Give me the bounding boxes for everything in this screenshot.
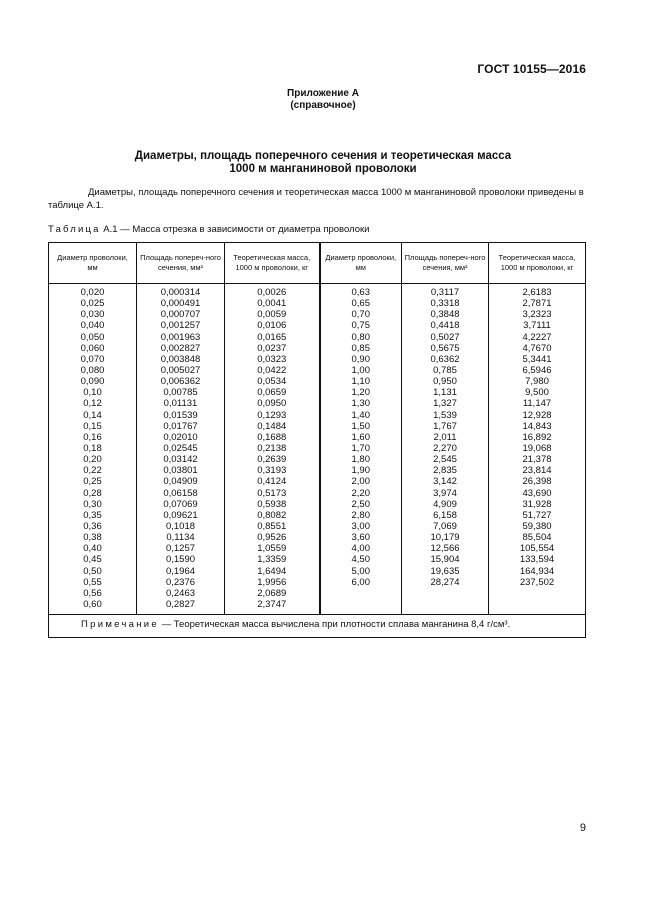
section-title-line-2: 1000 м манганиновой проволоки: [229, 163, 417, 175]
table-cell-value: 0,3117: [430, 287, 460, 298]
table-cell-value: 0,000314: [160, 287, 201, 298]
table-cell-value: 0,80: [351, 331, 370, 343]
table-cell-value: 0,000491: [160, 298, 201, 310]
table-cell-value: 1,20: [351, 387, 370, 399]
table-cell-value: 4,7670: [522, 342, 552, 354]
table-cell-value: 0,1018: [165, 520, 196, 532]
table-cell-value: 2,80: [351, 509, 370, 521]
table-cell-value: 2,50: [351, 498, 370, 510]
column-area-right: [402, 284, 489, 615]
table-cell-value: 0,70: [351, 309, 370, 321]
table-cell-value: 0,5675: [430, 342, 460, 354]
table-cell-value: 0,75: [351, 320, 370, 332]
table-cell-value: 0,01767: [163, 420, 198, 432]
table-cell-value: 0,18: [83, 442, 102, 454]
table-cell-value: 4,909: [433, 498, 457, 510]
table-cell-value: 0,3318: [430, 298, 460, 310]
table-cell-value: 14,843: [522, 420, 552, 432]
table-cell-value: 0,002827: [160, 342, 201, 354]
table-cell-value: 105,554: [519, 543, 555, 555]
table-cell-value: 0,1134: [166, 532, 195, 544]
table-cell-value: 21,378: [522, 454, 552, 466]
table-cell-value: 3,00: [351, 520, 370, 532]
table-cell-value: 0,35: [83, 509, 102, 521]
column-diameter-right: [320, 284, 402, 615]
table-cell-value: 28,274: [430, 576, 460, 588]
table-cell-value: 3,60: [351, 532, 370, 544]
header-diameter-left: Диаметр проволоки, мм: [49, 243, 137, 284]
table-cell-value: 0,0237: [257, 342, 287, 354]
table-cell-value: 0,12: [83, 398, 102, 410]
table-cell-value: 0,006362: [160, 376, 201, 388]
table-cell-value: 0,000707: [160, 309, 201, 321]
table-cell-value: 0,0659: [257, 387, 287, 399]
table-cell-value: 1,30: [351, 398, 370, 410]
table-cell-value: 3,974: [433, 487, 457, 499]
column-diameter-left: [49, 284, 137, 615]
table-cell-value: 31,928: [522, 498, 552, 510]
table-cell-value: 0,8551: [257, 520, 287, 532]
appendix-heading: [0, 88, 646, 112]
table-cell-value: 1,0559: [257, 543, 287, 555]
table-cell-value: 6,5946: [522, 364, 552, 376]
table-cell-value: 0,60: [83, 598, 102, 610]
header-area-left: Площадь попереч-ного сечения, мм²: [137, 243, 225, 284]
table-cell-value: 2,835: [433, 465, 457, 477]
table-cell-value: 0,080: [80, 364, 105, 376]
table-cell-value: 0,2639: [257, 454, 287, 466]
table-cell-value: 2,6183: [522, 287, 552, 298]
page-number: 9: [579, 822, 586, 834]
table-cell-value: 1,10: [351, 376, 370, 388]
table-note: [49, 615, 586, 638]
table-cell-value: 4,2227: [522, 331, 552, 343]
table-cell-value: 0,50: [83, 565, 102, 577]
table-cell-value: 9,500: [525, 387, 549, 399]
table-cell-value: 0,90: [351, 353, 370, 365]
table-cell-value: 3,142: [433, 476, 457, 488]
table-cell-value: 0,01539: [163, 409, 198, 421]
table-cell-value: 0,070: [80, 353, 105, 365]
header-area-right: Площадь попереч-ного сечения, мм²: [402, 243, 489, 284]
table-cell-value: 0,20: [83, 454, 102, 466]
table-cell-value: 0,16: [83, 431, 102, 443]
column-mass-left: [225, 284, 320, 615]
table-cell-value: 0,14: [83, 409, 102, 421]
table-cell-value: 0,3193: [257, 465, 287, 477]
table-cell-value: 0,003848: [160, 353, 201, 365]
table-cell-value: 0,25: [83, 476, 102, 488]
table-cell-value: 1,60: [351, 431, 370, 443]
header-diameter-right: Диаметр проволоки, мм: [320, 243, 402, 284]
table-cell-value: 0,040: [80, 320, 105, 332]
table-cell-value: 0,060: [80, 342, 105, 354]
table-cell-value: 12,928: [522, 409, 552, 421]
table-cell-value: 0,40: [83, 543, 102, 555]
table-caption: [48, 224, 369, 235]
table-cell-value: 0,005027: [160, 364, 201, 376]
table-cell-value: 0,4124: [257, 476, 287, 488]
table-cell-value: 237,502: [519, 576, 555, 588]
table-caption-text: А.1 — Масса отрезка в зависимости от диаметра проволоки: [100, 224, 370, 235]
table-cell-value: 0,090: [80, 376, 105, 388]
appendix-title: Приложение А: [287, 88, 359, 99]
table-cell-value: 0,65: [351, 298, 370, 310]
table-cell-value: 0,28: [83, 487, 102, 499]
table-cell-value: 0,0059: [257, 309, 287, 321]
table-cell-value: 0,2376: [165, 576, 196, 588]
table-cell-value: 1,327: [433, 398, 457, 410]
table-cell-value: 7,980: [525, 376, 549, 388]
table-cell-value: 1,3359: [257, 554, 287, 566]
table-cell-value: 2,00: [351, 476, 370, 488]
table-cell-value: 0,02010: [163, 431, 198, 443]
table-cell-value: 0,85: [351, 342, 370, 354]
table-cell-value: 43,690: [522, 487, 552, 499]
table-cell-value: 0,4418: [430, 320, 460, 332]
table-caption-label: Таблица: [48, 224, 101, 235]
table-note-row: [49, 615, 586, 638]
table-cell-value: 10,179: [430, 532, 460, 544]
table-cell-value: 133,594: [519, 554, 555, 566]
table-note-text: — Теоретическая масса вычислена при плотности сплава манганина 8,4 г/см³.: [159, 619, 511, 631]
table-cell-value: 1,6494: [257, 565, 287, 577]
table-cell-value: 0,1484: [257, 420, 287, 432]
table-cell-value: 0,06158: [163, 487, 198, 499]
table-cell-value: 5,3441: [522, 353, 552, 365]
table-cell-value: 0,025: [80, 298, 105, 310]
table-cell-value: 0,9526: [257, 532, 287, 544]
table-cell-value: 2,0689: [257, 587, 287, 599]
table-cell-value: 0,5938: [257, 498, 287, 510]
table-cell-value: 0,0534: [257, 376, 287, 388]
table-cell-value: 12,566: [430, 543, 460, 555]
table-cell-value: 0,55: [83, 576, 102, 588]
table-cell-value: 11,147: [522, 398, 552, 410]
table-cell-value: 0,07069: [163, 498, 198, 510]
table-cell-value: 0,001963: [160, 331, 201, 343]
table-cell-value: 0,785: [433, 364, 457, 376]
table-cell-value: 0,3848: [430, 309, 460, 321]
table-cell-value: 0,30: [83, 498, 102, 510]
table-cell-value: 0,1688: [257, 431, 287, 443]
table-cell-value: 2,20: [351, 487, 370, 499]
table-cell-value: 1,40: [351, 409, 370, 421]
table-cell-value: 0,2827: [165, 598, 196, 610]
table-cell-value: 2,7871: [522, 298, 552, 310]
table-cell-value: 0,1293: [257, 409, 287, 421]
section-title-line-1: Диаметры, площадь поперечного сечения и теоретическая масса: [134, 150, 512, 162]
table-cell-value: 0,01131: [163, 398, 198, 410]
table-cell-value: 0,0026: [257, 287, 287, 298]
table-cell-value: 0,1964: [165, 565, 196, 577]
table-cell-value: 1,80: [351, 454, 370, 466]
intro-paragraph: Диаметры, площадь поперечного сечения и теоретическая масса 1000 м манганиновой проволоки приведены в таблице А.1.: [48, 187, 584, 211]
table-cell-value: 0,63: [351, 287, 370, 298]
table-cell-value: 85,504: [522, 532, 552, 544]
table-cell-value: 0,030: [80, 309, 105, 321]
table-cell-value: 1,9956: [257, 576, 287, 588]
table-cell-value: 0,0106: [257, 320, 287, 332]
table-cell-value: 0,020: [80, 287, 105, 298]
table-cell-value: 1,90: [351, 465, 370, 477]
table-cell-value: 0,1257: [165, 543, 196, 555]
table-cell-value: 0,2463: [165, 587, 196, 599]
table-cell-value: 23,814: [522, 465, 552, 477]
table-cell-value: 0,0950: [257, 398, 287, 410]
table-cell-value: 3,2323: [522, 309, 552, 321]
table-header-row: [49, 243, 586, 284]
table-cell-value: 1,00: [351, 364, 370, 376]
table-cell-value: 6,158: [433, 509, 457, 521]
table-cell-value: 0,22: [83, 465, 102, 477]
table-cell-value: 0,03801: [163, 465, 198, 477]
table-cell-value: 0,2138: [257, 442, 287, 454]
table-cell-value: 0,00785: [163, 387, 198, 399]
table-cell-value: 0,001257: [160, 320, 201, 332]
table-cell-value: 0,04909: [163, 476, 198, 488]
table-cell-value: 0,56: [83, 587, 102, 599]
table-cell-value: 6,00: [351, 576, 370, 588]
table-cell-value: 0,0041: [257, 298, 287, 310]
table-cell-value: 0,15: [83, 420, 102, 432]
header-mass-right: Теоретическая масса, 1000 м проволоки, кг: [489, 243, 586, 284]
table-cell-value: 0,02545: [163, 442, 198, 454]
table-cell-value: 2,011: [433, 431, 457, 443]
table-cell-value: 0,36: [83, 520, 102, 532]
table-cell-value: 0,10: [83, 387, 102, 399]
table-cell-value: 0,38: [83, 532, 102, 544]
table-cell-value: 1,70: [351, 442, 370, 454]
column-mass-right: [489, 284, 586, 615]
section-title: [0, 150, 646, 176]
table-cell-value: 19,068: [522, 442, 552, 454]
wire-mass-table: [48, 242, 586, 638]
table-body-row: [49, 284, 586, 615]
table-cell-value: 0,0323: [257, 353, 287, 365]
table-cell-value: 0,050: [80, 331, 105, 343]
table-cell-value: 0,1590: [165, 554, 196, 566]
table-cell-value: 2,545: [433, 454, 457, 466]
table-cell-value: 51,727: [522, 509, 552, 521]
table-cell-value: 164,934: [519, 565, 555, 577]
column-area-left: [137, 284, 225, 615]
table-cell-value: 0,950: [433, 376, 457, 388]
appendix-subtitle: (справочное): [290, 100, 356, 111]
table-cell-value: 0,5173: [257, 487, 287, 499]
header-mass-left: Теоретическая масса, 1000 м проволоки, кг: [225, 243, 320, 284]
table-cell-value: 19,635: [430, 565, 460, 577]
table-cell-value: 0,5027: [430, 331, 460, 343]
table-cell-value: 16,892: [522, 431, 552, 443]
table-cell-value: 1,539: [433, 409, 457, 421]
table-cell-value: 59,380: [522, 520, 552, 532]
table-cell-value: 1,131: [433, 387, 457, 399]
table-cell-value: 0,0422: [257, 364, 287, 376]
table-cell-value: 2,3747: [257, 598, 287, 610]
table-cell-value: 5,00: [351, 565, 370, 577]
table-cell-value: 3,7111: [523, 320, 551, 332]
table-cell-value: 0,6362: [430, 353, 460, 365]
table-cell-value: 4,00: [351, 543, 370, 555]
table-cell-value: 15,904: [430, 554, 460, 566]
table-cell-value: 7,069: [433, 520, 457, 532]
table-cell-value: 0,8082: [257, 509, 287, 521]
table-cell-value: 26,398: [522, 476, 552, 488]
table-note-label: Примечание: [81, 619, 159, 631]
table-cell-value: 0,09621: [163, 509, 198, 521]
document-standard-number: ГОСТ 10155—2016: [477, 62, 586, 76]
table-cell-value: 0,45: [83, 554, 102, 566]
table-cell-value: 1,50: [351, 420, 370, 432]
table-cell-value: 4,50: [351, 554, 370, 566]
table-cell-value: 0,0165: [257, 331, 287, 343]
table-cell-value: 0,03142: [163, 454, 198, 466]
table-cell-value: 2,270: [433, 442, 457, 454]
table-cell-value: 1,767: [433, 420, 457, 432]
